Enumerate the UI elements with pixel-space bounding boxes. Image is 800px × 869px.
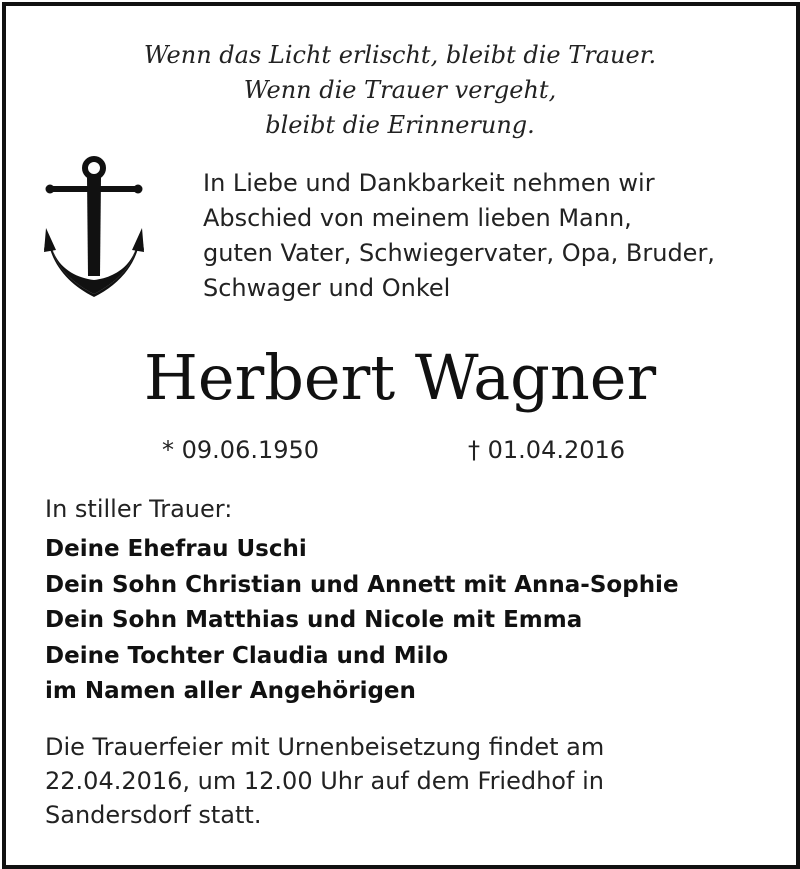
mourners-list [45,532,679,710]
intro-line: guten Vater, Schwiegervater, Opa, Bruder, [203,239,715,267]
deceased-name: Herbert Wagner [143,341,657,414]
mourner-line: Dein Sohn Christian und Annett mit Anna-Sophie [45,571,679,598]
intro-line: Abschied von meinem lieben Mann, [203,204,632,232]
farewell-text [203,166,715,306]
mourner-line: Dein Sohn Matthias und Nicole mit Emma [45,607,583,633]
birth-date: * 09.06.1950 [162,436,320,464]
mourner-line: im Namen aller Angehörigen [45,678,416,704]
quote-line: Wenn das Licht erlischt, bleibt die Trauer. [143,41,657,69]
intro-line: In Liebe und Dankbarkeit nehmen wir [203,169,655,197]
mourners-label: In stiller Trauer: [45,495,233,523]
mourner-line: Deine Ehefrau Uschi [45,536,307,562]
service-line: Sandersdorf statt. [45,801,262,829]
anchor-icon [44,154,144,300]
service-line: Die Trauerfeier mit Urnenbeisetzung findet am [45,733,605,761]
quote-line: Wenn die Trauer vergeht, [243,76,557,104]
memorial-quote [0,38,800,143]
intro-line: Schwager und Onkel [203,274,451,302]
funeral-service-info [45,730,604,832]
quote-line: bleibt die Erinnerung. [265,111,535,139]
service-line: 22.04.2016, um 12.00 Uhr auf dem Friedhof in [45,767,604,795]
mourner-line: Deine Tochter Claudia und Milo [45,642,449,669]
death-date: † 01.04.2016 [468,436,626,464]
